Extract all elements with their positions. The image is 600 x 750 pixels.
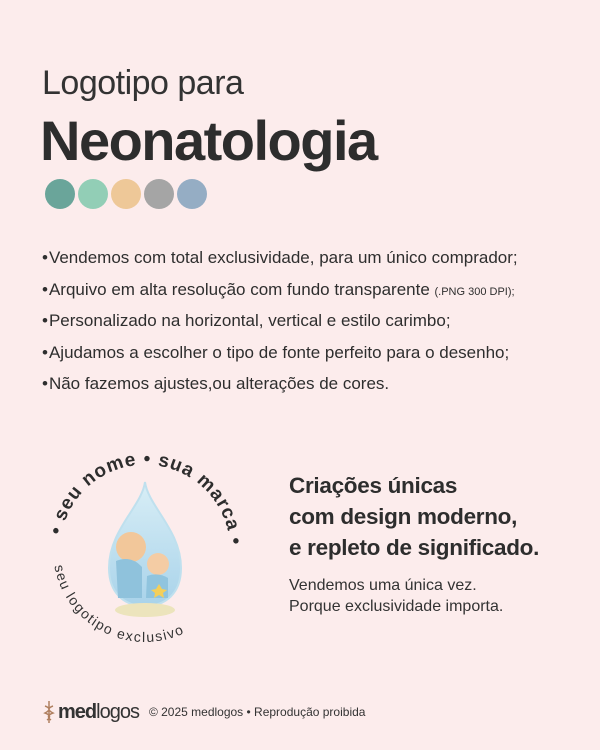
footer: [43, 700, 365, 724]
color-swatch: [45, 179, 75, 209]
feature-item: • Ajudamos a escolher o tipo de fonte perfeito para o desenho;: [42, 341, 518, 373]
brand-logo: medlogos: [58, 700, 139, 723]
color-swatch: [111, 179, 141, 209]
logo-top-text: • seu nome • sua marca •: [45, 450, 246, 547]
baby-bottle-illustration: [109, 482, 181, 617]
feature-item: • Não fazemos ajustes,ou alterações de cores.: [42, 372, 518, 404]
title-line1: Logotipo para: [42, 64, 244, 102]
stamp-logo: [40, 450, 250, 650]
color-palette: [45, 179, 207, 209]
feature-item: • Vendemos com total exclusividade, para um único comprador;: [42, 246, 518, 278]
feature-list: [42, 246, 518, 404]
pitch-heading: Criações únicas com design moderno, e repleto de significado.: [289, 473, 540, 560]
page-title: Neonatologia: [40, 109, 377, 172]
file-format-note: (.PNG 300 DPI);: [434, 285, 515, 298]
pitch-subtext: Vendemos uma única vez. Porque exclusividade importa.: [289, 577, 504, 615]
logo-bottom-text: seu logotipo exclusivo: [51, 563, 187, 646]
color-swatch: [144, 179, 174, 209]
copyright-text: © 2025 medlogos • Reprodução proibida: [148, 705, 366, 719]
caduceus-icon: [43, 700, 55, 724]
feature-item: • Arquivo em alta resolução com fundo transparente (.PNG 300 DPI);: [42, 278, 518, 310]
color-swatch: [177, 179, 207, 209]
feature-item: • Personalizado na horizontal, vertical e estilo carimbo;: [42, 309, 518, 341]
color-swatch: [78, 179, 108, 209]
